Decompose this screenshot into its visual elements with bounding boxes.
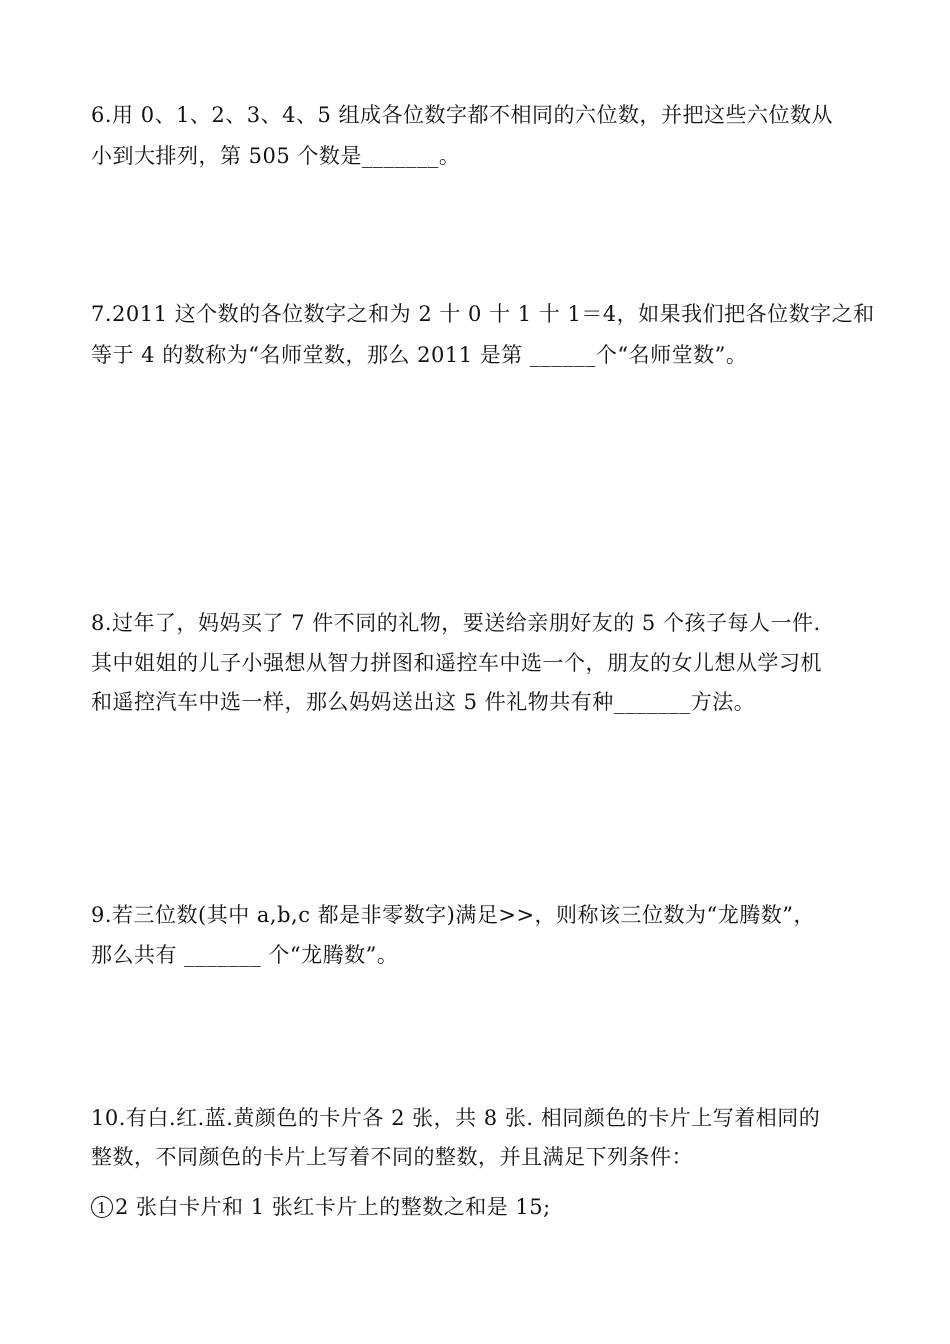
question-10-line-2: 整数，不同颜色的卡片上写着不同的整数，并且满足下列条件： bbox=[91, 1145, 693, 1169]
question-7-line-1: 7.2011 这个数的各位数字之和为 2 十 0 十 1 十 1＝4，如果我们把各位数字之和 bbox=[91, 302, 875, 326]
question-8-line-2: 其中姐姐的儿子小强想从智力拼图和遥控车中选一个，朋友的女儿想从学习机 bbox=[91, 651, 822, 675]
question-6-line-1: 6.用 0、1、2、3、4、5 组成各位数字都不相同的六位数，并把这些六位数从 bbox=[91, 103, 834, 127]
question-8-line-1: 8.过年了，妈妈买了 7 件不同的礼物，要送给亲朋好友的 5 个孩子每人一件. bbox=[91, 611, 821, 635]
question-10-line-1: 10.有白.红.蓝.黄颜色的卡片各 2 张，共 8 张. 相同颜色的卡片上写着相同的 bbox=[91, 1106, 821, 1130]
question-9-line-2: 那么共有 _______ 个“龙腾数”。 bbox=[91, 943, 399, 967]
question-7-line-2: 等于 4 的数称为“名师堂数，那么 2011 是第 ______个“名师堂数”。 bbox=[91, 343, 748, 367]
question-6-line-2: 小到大排列，第 505 个数是_______。 bbox=[91, 144, 461, 168]
question-10-condition-1 bbox=[91, 1192, 551, 1222]
question-8-line-3: 和遥控汽车中选一样，那么妈妈送出这 5 件礼物共有种_______方法。 bbox=[91, 690, 756, 714]
question-9-line-1: 9.若三位数(其中 a,b,c 都是非零数字)满足>>，则称该三位数为“龙腾数”， bbox=[91, 903, 816, 927]
condition-1-text: 2 张白卡片和 1 张红卡片上的整数之和是 15; bbox=[115, 1195, 551, 1219]
circled-number-marker: 1 bbox=[91, 1196, 113, 1218]
